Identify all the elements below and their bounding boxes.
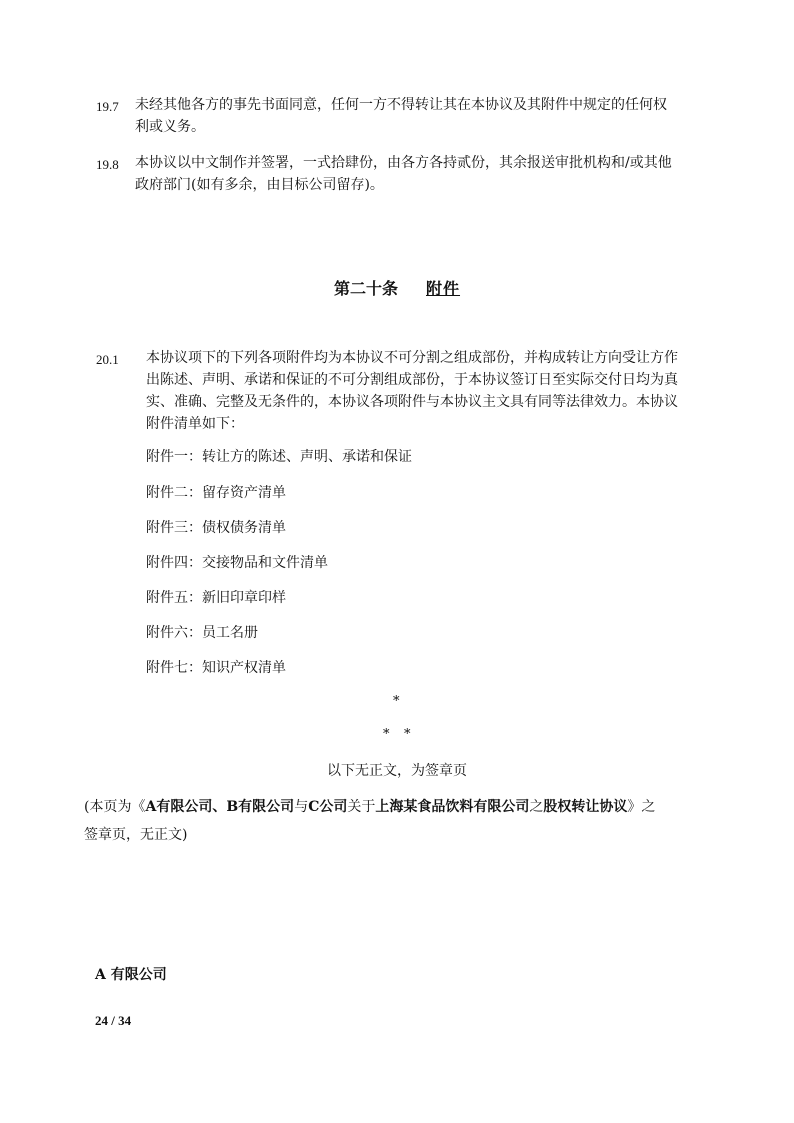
signature-page-note bbox=[84, 793, 714, 849]
page-number: 24 / 34 bbox=[95, 1013, 132, 1028]
note-text: 与 bbox=[294, 799, 309, 815]
clause-20-1 bbox=[96, 346, 716, 446]
party-a: A有限公司 bbox=[145, 799, 213, 815]
article-heading bbox=[0, 276, 794, 299]
clause-text-line: 实、准确、完整及无条件的，本协议各项附件与本协议主文具有同等法律效力。本协议 bbox=[146, 394, 678, 410]
party-b: B有限公司 bbox=[226, 799, 295, 815]
clause-text-line: 本协议项下的下列各项附件均为本协议不可分割之组成部份，并构成转让方向受让方作 bbox=[146, 350, 678, 366]
clause-text-line: 本协议以中文制作并签署，一式拾肆份，由各方各持贰份，其余报送审批机构和/或其他 bbox=[135, 155, 672, 171]
agreement-name: 股权转让协议 bbox=[543, 799, 628, 815]
attachment-item: 附件七：知识产权清单 bbox=[146, 660, 286, 676]
clause-text-line: 政府部门(如有多余，由目标公司留存)。 bbox=[135, 177, 384, 193]
party-c: C公司 bbox=[308, 799, 348, 815]
separator-star: * bbox=[404, 727, 411, 742]
clause-text-line: 未经其他各方的事先书面同意，任何一方不得转让其在本协议及其附件中规定的任何权 bbox=[135, 97, 667, 113]
note-text: 关于 bbox=[347, 799, 376, 815]
note-separator: 、 bbox=[212, 799, 227, 815]
signatory-label: A 有限公司 bbox=[95, 967, 167, 983]
separator-star: * bbox=[383, 727, 390, 742]
article-label: 第二十条 bbox=[333, 279, 398, 298]
clause-number: 19.8 bbox=[96, 157, 119, 172]
article-title: 附件 bbox=[426, 279, 461, 298]
attachment-item: 附件二：留存资产清单 bbox=[146, 485, 286, 501]
clause-19-7 bbox=[96, 93, 716, 141]
clause-number: 20.1 bbox=[96, 352, 119, 367]
attachment-item: 附件六：员工名册 bbox=[146, 625, 258, 641]
attachment-item: 附件一：转让方的陈述、声明、承诺和保证 bbox=[146, 449, 412, 465]
clause-text-line: 出陈述、声明、承诺和保证的不可分割组成部份，于本协议签订日至实际交付日均为真 bbox=[146, 372, 678, 388]
separator-star: * bbox=[393, 694, 400, 709]
clause-text-line: 附件清单如下： bbox=[146, 416, 244, 432]
note-text: 之 bbox=[529, 799, 544, 815]
attachment-item: 附件四：交接物品和文件清单 bbox=[146, 555, 328, 571]
end-of-text: 以下无正文，为签章页 bbox=[327, 763, 467, 779]
target-company: 上海某食品饮料有限公司 bbox=[375, 799, 530, 815]
note-text: 签章页，无正文) bbox=[84, 827, 188, 843]
clause-19-8 bbox=[96, 151, 716, 199]
note-text: (本页为《 bbox=[84, 799, 146, 815]
note-text: 》之 bbox=[627, 799, 656, 815]
attachment-item: 附件三：债权债务清单 bbox=[146, 520, 286, 536]
clause-number: 19.7 bbox=[96, 99, 119, 114]
clause-text-line: 利或义务。 bbox=[135, 119, 205, 135]
attachment-item: 附件五：新旧印章印样 bbox=[146, 590, 286, 606]
